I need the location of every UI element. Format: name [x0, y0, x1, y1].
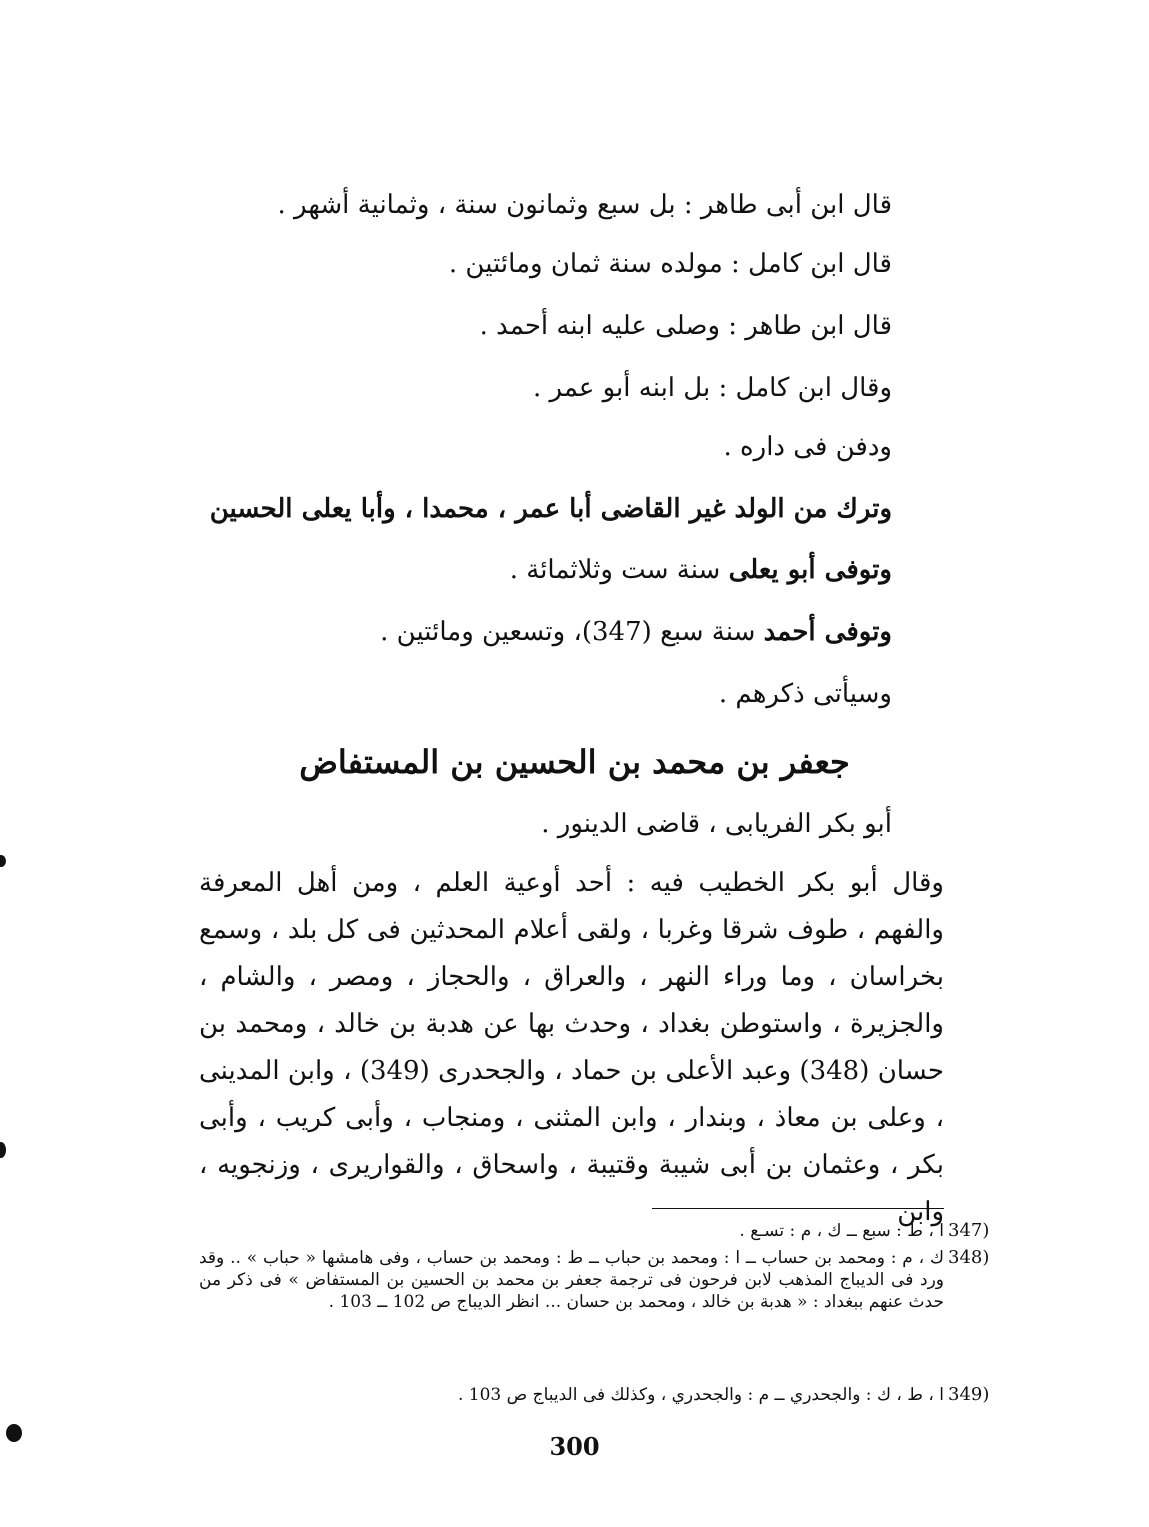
scan-mark [0, 855, 6, 867]
text-line-4: وقال ابن كامل : بل ابنه أبو عمر . [532, 373, 892, 403]
footnote-number: 347) [948, 1220, 990, 1241]
abu-yala-rest: سنة ست وثلاثمائة . [509, 555, 721, 585]
footnote-text: ا ، ط : سبع ــ ك ، م : تسـع . [739, 1221, 944, 1241]
scan-mark [6, 1424, 22, 1442]
footnote-separator [652, 1208, 944, 1209]
footnote-348 [199, 1247, 990, 1313]
ahmad-bold: وتوفى أحمد [763, 617, 892, 647]
biography-paragraph: وقال أبو بكر الخطيب فيه : أحد أوعية العلم ، ومن أهل المعرفة والفهم ، طوف شرقا وغربا ، ولقى أعلام المحدثين فى كل بلد ، وسمع بخراسان ، وما وراء النهر ، والعراق ، والحجاز ، ومصر ، والشام ، والجزيرة ، واستوطن بغداد ، وحدث بها عن هدبة بن خالد ، ومحمد بن حسان (348) وعبد الأعلى بن حماد ، والجحدرى (349) ، وابن المدينى ، وعلى بن معاذ ، وبندار ، وابن المثنى ، ومنجاب ، وأبى كريب ، وأبى بكر ، وعثمان بن أبى شيبة وقتيبة ، واسحاق ، والقواريرى ، وزنجويه ، وابن [199, 868, 944, 1227]
footnote-text: ك ، م : ومحمد بن حساب ــ ا : ومحمد بن حباب ــ ط : ومحمد بن حساب ، وفى هامشها « حباب » .. وقد ورد فى الديباج المذهب لابن فرحون فى ترجمة جعفر بن محمد بن الحسين بن المستفاض » فى ذكر من حدث عنهم ببغداد : « هدبة بن خالد ، ومحمد بن حسان ... انظر الديباج ص 102 ــ 103 . [199, 1248, 944, 1312]
text-line-ahmad [380, 615, 892, 649]
text-line-abu-yala [510, 553, 892, 587]
text-line-dhikr: وسيأتى ذكرهم . [718, 679, 892, 709]
footnote-text: ا ، ط ، ك : والجحدري ــ م : والجحدري ، وكذلك فى الديباج ص 103 . [457, 1385, 944, 1405]
footnote-349 [199, 1384, 990, 1406]
biography-heading: جعفر بن محمد بن الحسين بن المستفاض [299, 743, 850, 781]
ahmad-rest: سنة سبع (347)، وتسعين ومائتين . [380, 617, 756, 647]
text-line-heirs: وترك من الولد غير القاضى أبا عمر ، محمدا ، وأبا يعلى الحسين [209, 494, 892, 524]
text-line-1: قال ابن أبى طاهر : بل سبع وثمانون سنة ، وثمانية أشهر . [277, 190, 892, 220]
footnote-347 [199, 1220, 990, 1242]
page-number: 300 [549, 1432, 600, 1461]
text-line-5: ودفن فى داره . [723, 432, 892, 462]
text-line-2: قال ابن كامل : مولده سنة ثمان ومائتين . [448, 249, 892, 279]
footnote-number: 349) [948, 1384, 990, 1405]
kunya-line: أبو بكر الفريابى ، قاضى الدينور . [541, 809, 892, 839]
footnote-number: 348) [948, 1247, 990, 1268]
text-line-3: قال ابن طاهر : وصلى عليه ابنه أحمد . [479, 311, 892, 341]
abu-yala-bold: وتوفى أبو يعلى [728, 555, 892, 585]
scan-mark [0, 1142, 6, 1158]
